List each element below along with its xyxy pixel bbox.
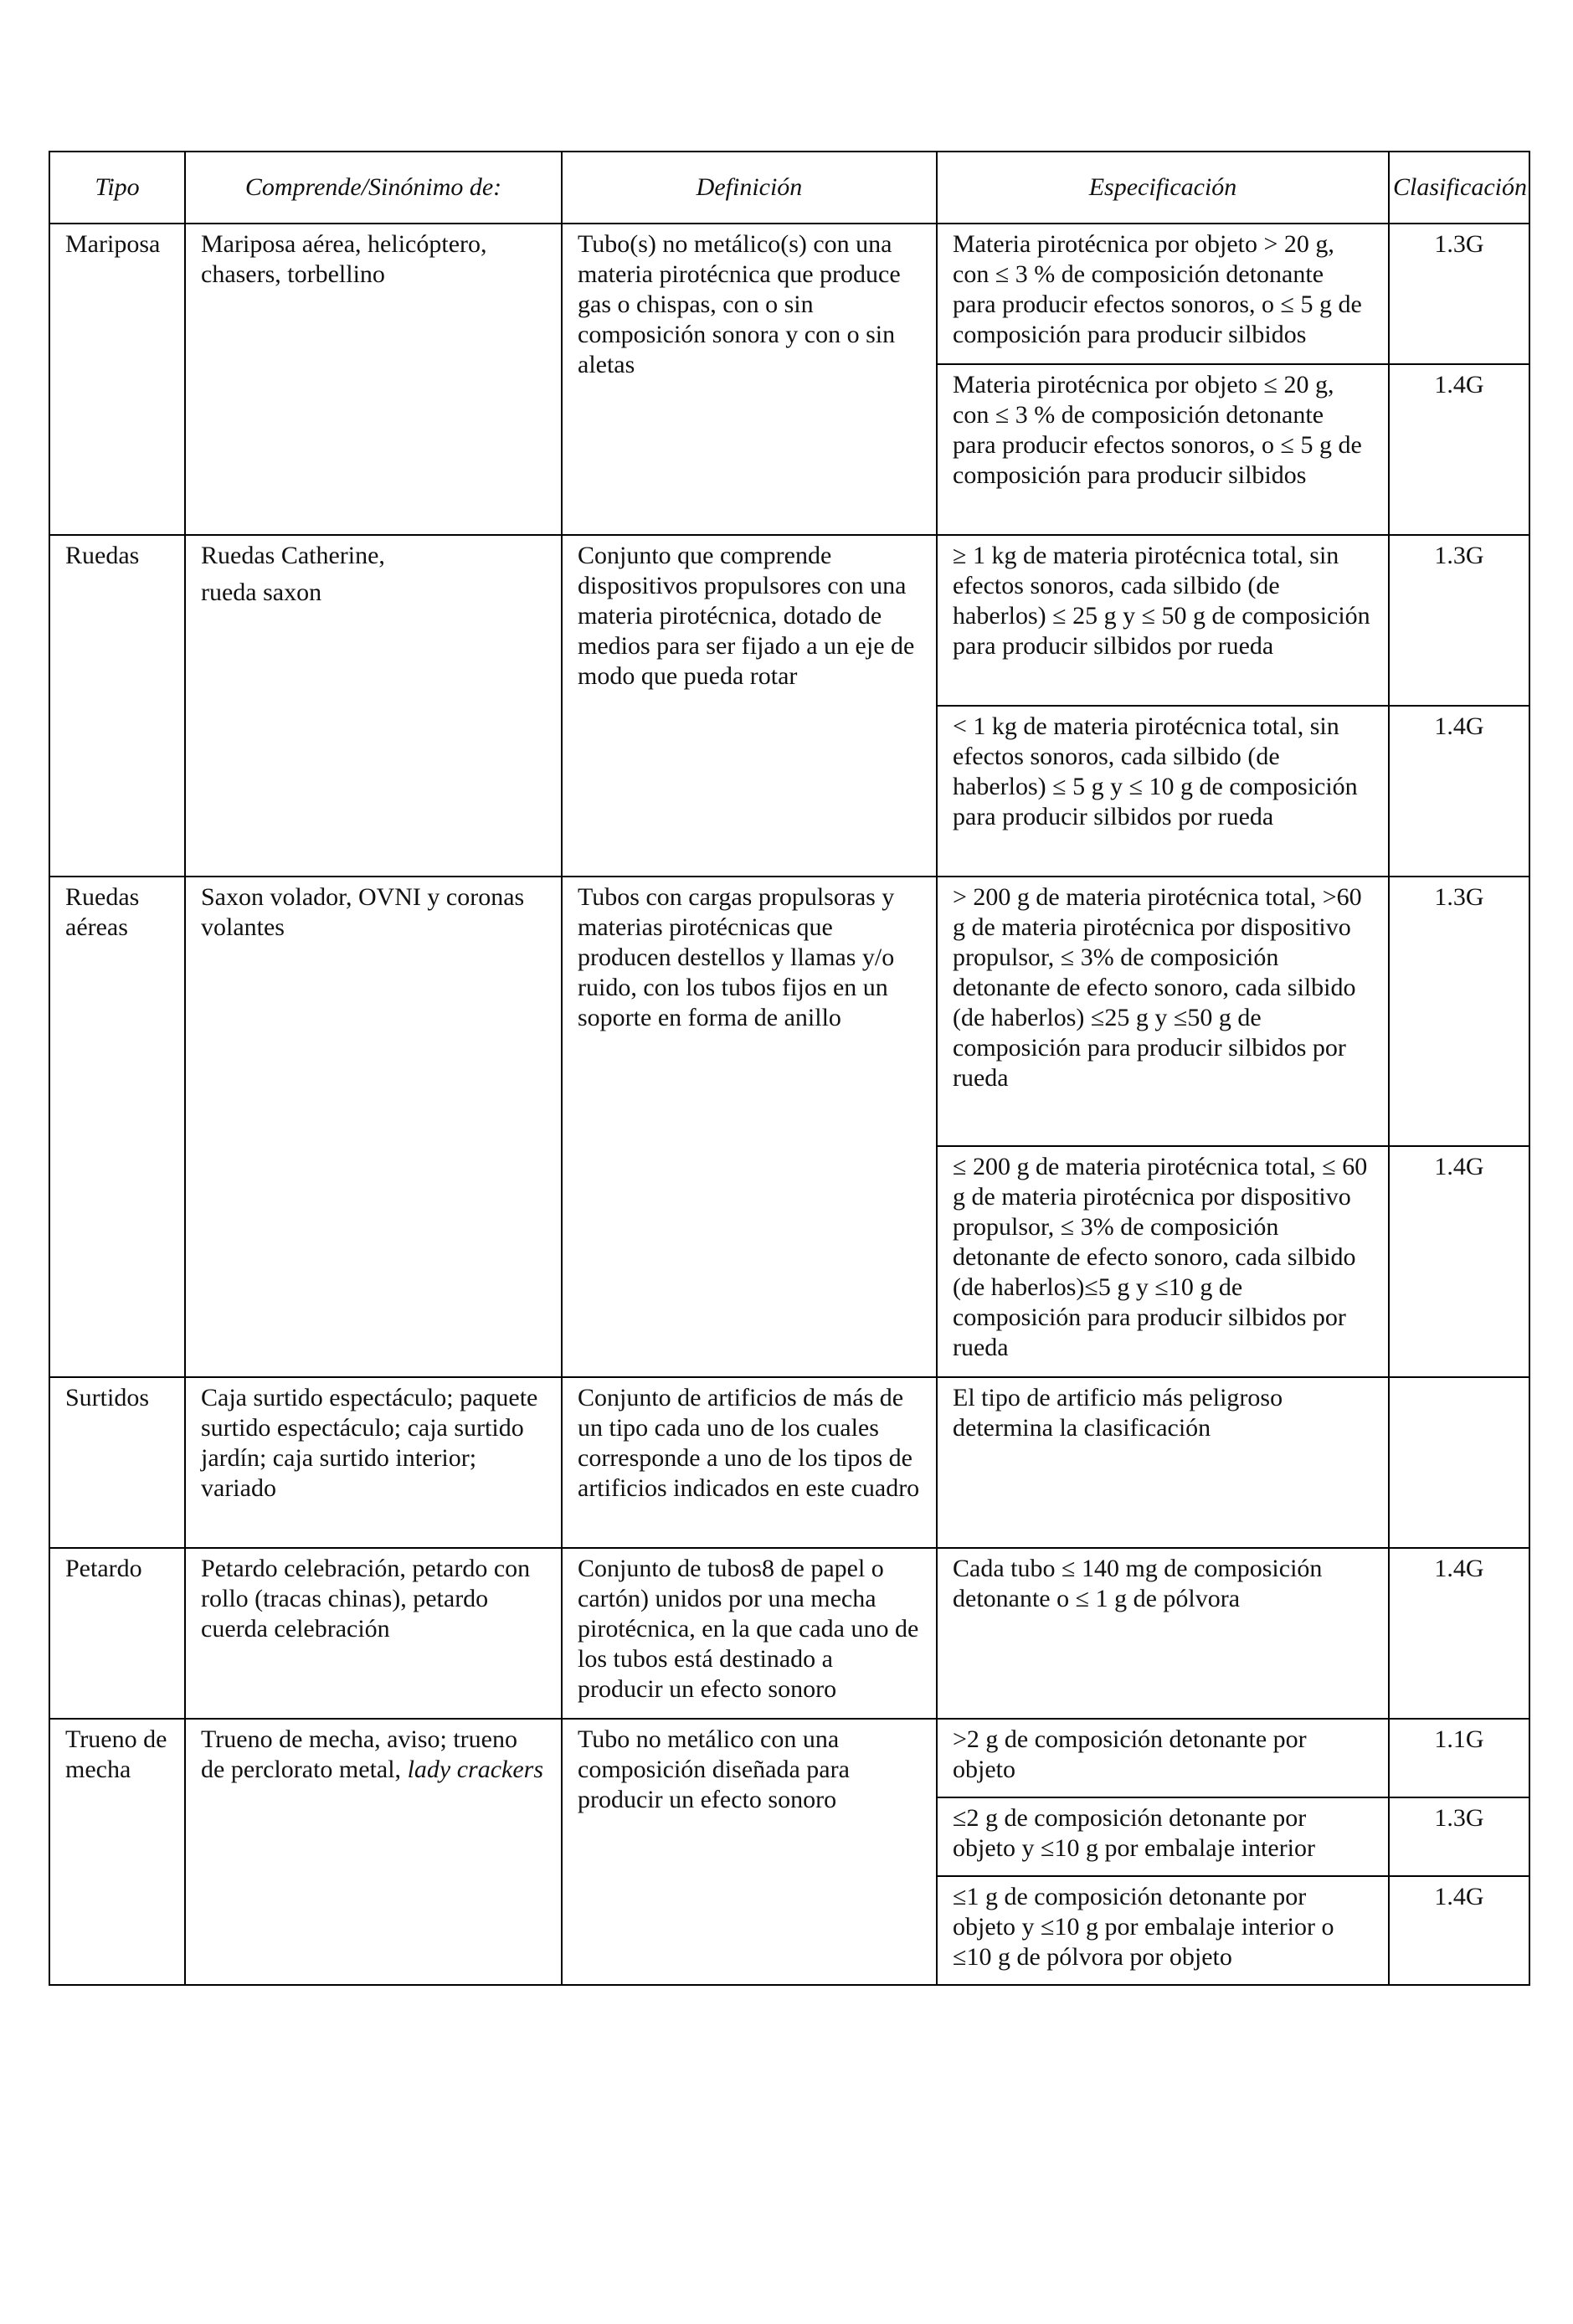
cell-especificacion: ≥ 1 kg de materia pirotécnica total, sin efectos sonoros, cada silbido (de haberlos) ≤ 25 g y ≤ 50 g de composición para producir silbidos por rueda bbox=[937, 535, 1389, 706]
cell-comprende bbox=[185, 535, 562, 877]
table-row bbox=[49, 1377, 1529, 1548]
table-row bbox=[49, 224, 1529, 364]
cell-comprende: Caja surtido espectáculo; paquete surtido espectáculo; caja surtido jardín; caja surtido interior; variado bbox=[185, 1377, 562, 1548]
classification-table bbox=[49, 151, 1530, 1986]
cell-clasificacion: 1.4G bbox=[1389, 364, 1529, 535]
cell-tipo: Ruedas bbox=[49, 535, 185, 877]
cell-clasificacion: 1.4G bbox=[1389, 1146, 1529, 1377]
cell-clasificacion: 1.3G bbox=[1389, 1797, 1529, 1876]
cell-clasificacion: 1.4G bbox=[1389, 706, 1529, 877]
comprende-line: rueda saxon bbox=[201, 578, 322, 606]
cell-tipo: Trueno de mecha bbox=[49, 1719, 185, 1985]
header-clasificacion: Clasificación bbox=[1389, 152, 1529, 224]
cell-definicion: Conjunto de tubos8 de papel o cartón) unidos por una mecha pirotécnica, en la que cada uno de los tubos está destinado a producir un efecto sonoro bbox=[562, 1548, 937, 1719]
comprende-line: Ruedas Catherine, bbox=[201, 542, 385, 569]
cell-tipo: Surtidos bbox=[49, 1377, 185, 1548]
cell-especificacion: < 1 kg de materia pirotécnica total, sin efectos sonoros, cada silbido (de haberlos) ≤ 5 g y ≤ 10 g de composición para producir silbidos por rueda bbox=[937, 706, 1389, 877]
cell-comprende bbox=[185, 1719, 562, 1985]
header-definicion: Definición bbox=[562, 152, 937, 224]
header-especificacion: Especificación bbox=[937, 152, 1389, 224]
cell-especificacion: ≤1 g de composición detonante por objeto y ≤10 g por embalaje interior o ≤10 g de pólvora por objeto bbox=[937, 1876, 1389, 1985]
cell-definicion: Conjunto que comprende dispositivos propulsores con una materia pirotécnica, dotado de medios para ser fijado a un eje de modo que pueda rotar bbox=[562, 535, 937, 877]
header-tipo: Tipo bbox=[49, 152, 185, 224]
table-row bbox=[49, 1719, 1529, 1797]
cell-especificacion: > 200 g de materia pirotécnica total, >60 g de materia pirotécnica por dispositivo propulsor, ≤ 3% de composición detonante de efecto sonoro, cada silbido (de haberlos) ≤25 g y ≤50 g de composición para producir silbidos por rueda bbox=[937, 877, 1389, 1146]
cell-especificacion: ≤ 200 g de materia pirotécnica total, ≤ 60 g de materia pirotécnica por dispositivo propulsor, ≤ 3% de composición detonante de efecto sonoro, cada silbido (de haberlos)≤5 g y ≤10 g de composición para producir silbidos por rueda bbox=[937, 1146, 1389, 1377]
cell-tipo: Mariposa bbox=[49, 224, 185, 535]
cell-tipo: Ruedas aéreas bbox=[49, 877, 185, 1377]
cell-comprende: Mariposa aérea, helicóptero, chasers, torbellino bbox=[185, 224, 562, 535]
cell-clasificacion: 1.3G bbox=[1389, 877, 1529, 1146]
cell-clasificacion: 1.1G bbox=[1389, 1719, 1529, 1797]
comprende-text: Trueno de mecha, aviso; trueno de perclorato metal, bbox=[201, 1725, 517, 1783]
cell-especificacion: ≤2 g de composición detonante por objeto y ≤10 g por embalaje interior bbox=[937, 1797, 1389, 1876]
table-row bbox=[49, 535, 1529, 706]
cell-clasificacion bbox=[1389, 1377, 1529, 1548]
cell-especificacion: Materia pirotécnica por objeto ≤ 20 g, con ≤ 3 % de composición detonante para producir efectos sonoros, o ≤ 5 g de composición para producir silbidos bbox=[937, 364, 1389, 535]
cell-clasificacion: 1.3G bbox=[1389, 224, 1529, 364]
cell-definicion: Conjunto de artificios de más de un tipo cada uno de los cuales corresponde a uno de los tipos de artificios indicados en este cuadro bbox=[562, 1377, 937, 1548]
cell-especificacion: Materia pirotécnica por objeto > 20 g, con ≤ 3 % de composición detonante para producir efectos sonoros, o ≤ 5 g de composición para producir silbidos bbox=[937, 224, 1389, 364]
cell-tipo: Petardo bbox=[49, 1548, 185, 1719]
cell-definicion: Tubos con cargas propulsoras y materias pirotécnicas que producen destellos y llamas y/o ruido, con los tubos fijos en un soporte en forma de anillo bbox=[562, 877, 937, 1377]
table-row bbox=[49, 1548, 1529, 1719]
cell-clasificacion: 1.4G bbox=[1389, 1876, 1529, 1985]
cell-comprende: Saxon volador, OVNI y coronas volantes bbox=[185, 877, 562, 1377]
header-comprende: Comprende/Sinónimo de: bbox=[185, 152, 562, 224]
cell-definicion: Tubo(s) no metálico(s) con una materia pirotécnica que produce gas o chispas, con o sin composición sonora y con o sin aletas bbox=[562, 224, 937, 535]
cell-especificacion: Cada tubo ≤ 140 mg de composición detonante o ≤ 1 g de pólvora bbox=[937, 1548, 1389, 1719]
cell-especificacion: >2 g de composición detonante por objeto bbox=[937, 1719, 1389, 1797]
cell-clasificacion: 1.4G bbox=[1389, 1548, 1529, 1719]
cell-comprende: Petardo celebración, petardo con rollo (tracas chinas), petardo cuerda celebración bbox=[185, 1548, 562, 1719]
comprende-italic-text: lady crackers bbox=[407, 1756, 543, 1783]
cell-clasificacion: 1.3G bbox=[1389, 535, 1529, 706]
table-row bbox=[49, 877, 1529, 1146]
header-row bbox=[49, 152, 1529, 224]
cell-especificacion: El tipo de artificio más peligroso determina la clasificación bbox=[937, 1377, 1389, 1548]
cell-definicion: Tubo no metálico con una composición diseñada para producir un efecto sonoro bbox=[562, 1719, 937, 1985]
